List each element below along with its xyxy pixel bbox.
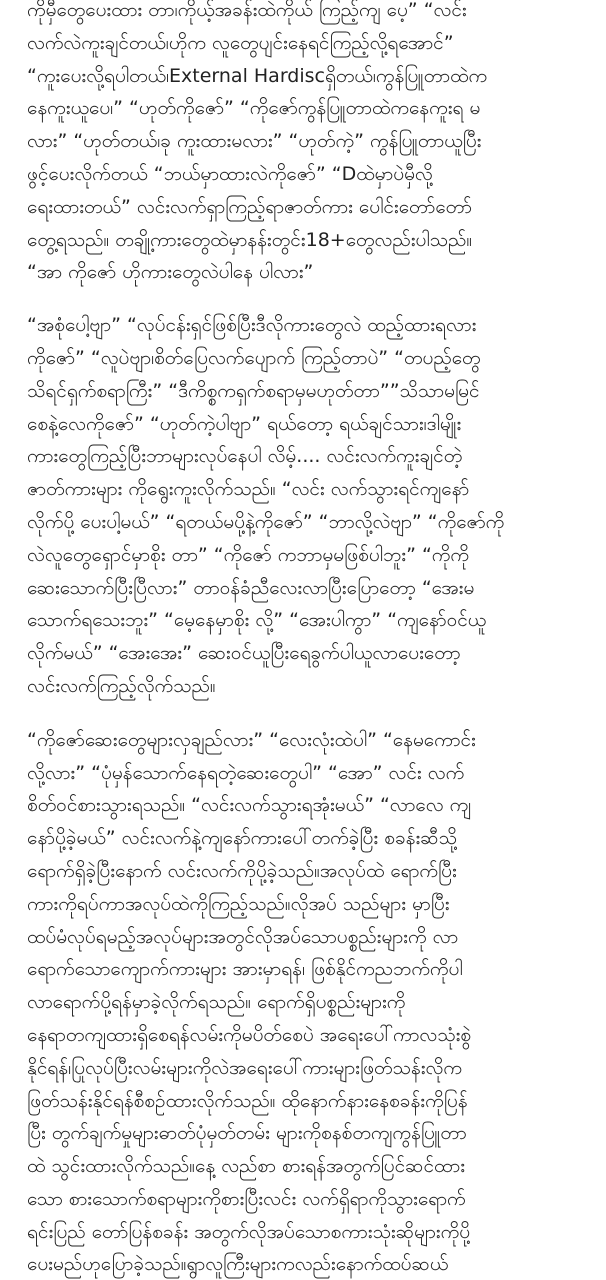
- paragraph-spacer: [27, 703, 579, 724]
- text-line: လား” “ဟုတ်တယ်၊ခု ကူးထားမလား” “ဟုတ်ကဲ့” ကွန်ပြူတာယူပြီး: [27, 130, 482, 153]
- text-line: သောက်ရသေးဘူး” “မေ့နေမှာစိုး လို့” “အေးပါကွာ” “ကျနော်ဝင်ယူ: [27, 609, 487, 632]
- text-line: ကိုမှီတွေပေးထား တာ၊ကိုယ့်အခန်းထဲကိုယ် ကြည့်ကျ ပေ့” “လင်း: [27, 0, 467, 21]
- text-line: နိုင်ရန်၊ပြုလုပ်ပြီးလမ်းများကိုလဲအရေးပေါ်ကားများဖြတ်သန်းလိုက: [27, 1056, 462, 1079]
- text-line: ထပ်မံလုပ်ရမည့်အလုပ်များအတွင်လိုအပ်သောပစ္စည်းများကို လာ: [27, 925, 459, 948]
- text-line: ပြီး တွက်ချက်မှုများဓာတ်ပုံမှတ်တမ်း များကိုစနစ်တကျကွန်ပြူတာ: [27, 1122, 467, 1145]
- text-line: လာရောက်ပို့ရန်မှာခဲ့လိုက်ရသည်။ ရောက်ရှိပစ္စည်းများကို: [27, 991, 406, 1014]
- text-line: ရေးထားတယ်” လင်းလက်ရှာကြည့်ရာဇာတ်ကား ပေါင်းတော်တော်: [27, 195, 472, 218]
- text-line: ကိုဇော်” “လူပဲဗျာ၊စိတ်ပြေလက်ပျောက် ကြည့်တာပဲ” “တပည့်တွေ: [27, 346, 481, 369]
- text-line: ရောက်ရှိခဲ့ပြီးနောက် လင်းလက်ကိုပို့ခဲ့သည်။အလုပ်ထဲ ရောက်ပြီး: [27, 859, 457, 882]
- paragraph-1: [27, 0, 579, 289]
- text-line: တွေ့ရသည်။ တချို့ကားတွေထဲမှာနန်းတွင်း18+တွေလည်းပါသည်။: [27, 228, 473, 251]
- text-line: ပေးမည်ဟုပြောခဲ့သည်။ရွာလူကြီးများကလည်းနောက်ထပ်ဆယ်: [27, 1253, 449, 1276]
- text-line: လင်းလက်ကြည့်လိုက်သည်။: [27, 674, 216, 697]
- text-line: ထဲ သွင်းထားလိုက်သည်။နေ့ လည်စာ စားရန်အတွက်ပြင်ဆင်ထား: [27, 1155, 466, 1178]
- text-line: “ကူးပေးလို့ရပါတယ်၊External Hardiscရှိတယ်၊ကွန်ပြူတာထဲက: [27, 64, 488, 87]
- paragraph-spacer: [27, 289, 579, 309]
- text-line: စိတ်ဝင်စားသွားရသည်။ “လင်းလက်သွားရအုံးမယ်” “လာလေ ကျ: [27, 794, 472, 817]
- paragraph-3: [27, 724, 579, 1280]
- text-line: ဇာတ်ကားများ ကိုရွေးကူးလိုက်သည်။ “လင်း လက်သွားရင်ကျနော်: [27, 478, 470, 501]
- text-line: ရင်းပြည် တော်ပြန်စခန်း အတွက်လိုအပ်သောစကားသုံးဆိုများကိုပို့: [27, 1220, 471, 1243]
- text-line: လက်လဲကူးချင်တယ်၊ဟိုက လူတွေပျင်းနေရင်ကြည့်လို့ရအောင်”: [27, 31, 454, 54]
- text-line: “အာ ကိုဇော် ဟိုကားတွေလဲပါနေ ပါလား”: [27, 261, 314, 284]
- text-line: လိုက်ပို့ ပေးပါ့မယ်” “ရတယ်မပို့နဲ့ကိုဇော်” “ဘာလို့လဲဗျာ” “ကိုဇော်ကို: [27, 510, 505, 533]
- text-line: နေရာတကျထားရှိစေရန်လမ်းကိုမပိတ်စေပဲ အရေးပေါ်ကာလသုံးစွဲ: [27, 1023, 472, 1046]
- text-line: ကားတွေကြည့်ပြီးဘာများလုပ်နေပါ လိမ့်.... လင်းလက်ကူးချင်တဲ့: [27, 445, 463, 468]
- text-line: ဆေးသောက်ပြီးပြီလား” တာဝန်ခံညီလေးလာပြီးပြောတော့ “အေးမ: [27, 576, 475, 599]
- text-line: သိရင်ရှက်စရာကြီး” “ဒီကိစ္စကရှက်စရာမှမဟုတ်တာ””သိသာမမြင်: [27, 379, 480, 402]
- text-line: ကားကိုရပ်ကာအလုပ်ထဲကိုကြည့်သည်။လိုအပ် သည်များ မှာပြီး: [27, 892, 450, 915]
- text-line: နေကူးယူပေ၊” “ဟုတ်ကိုဇော်” “ကိုဇော်ကွန်ပြူတာထဲကနေကူးရ မ: [27, 97, 481, 120]
- text-line: လဲလူတွေရှောင်မှာစိုး တာ” “ကိုဇော် ကဘာမှမဖြစ်ပါဘူး” “ကိုကို: [27, 543, 469, 566]
- text-line: ဖွင့်ပေးလိုက်တယ် “ဘယ်မှာထားလဲကိုဇော်” “Dထဲမှာပဲမှီလို့: [27, 162, 433, 185]
- text-line: “အစုံပေါ့ဗျာ” “လုပ်ငန်းရှင်ဖြစ်ပြီးဒီလိုကားတွေလဲ ထည့်ထားရလား: [27, 314, 477, 337]
- text-line: နော်ပို့ခဲ့မယ်” လင်းလက်နဲ့ကျနော်ကားပေါ်တက်ခဲ့ပြီး စခန်းဆီသို့: [27, 827, 458, 850]
- text-line: ရောက်သောကျောက်ကားများ အားမှာရန်၊ ဖြစ်နိုင်ကညဘက်ကိုပါ: [27, 958, 463, 981]
- text-line: လို့လား” “ပုံမှန်သောက်နေရတဲ့ဆေးတွေပါ” “အော” လင်း လက်: [27, 761, 465, 784]
- text-line: သော စားသောက်စရာများကိုစားပြီးလင်း လက်ရှိရာကိုသွားရောက်: [27, 1187, 466, 1210]
- text-line: “ကိုဇော်ဆေးတွေများလှချည်လား” “လေးလုံးထဲပါ” “နေမကောင်း: [27, 728, 476, 751]
- text-line: လိုက်မယ်” “အေးအေး” ဆေးဝင်ယူပြီးရေခွက်ပါယူလာပေးတော့: [27, 642, 461, 665]
- text-line: စေနဲ့လေကိုဇော်” “ဟုတ်ကဲ့ပါဗျာ” ရယ်တော့ ရယ်ချင်သား၊ဒါမျိုး: [27, 412, 462, 435]
- paragraph-2: [27, 309, 579, 703]
- text-line: ဖြတ်သန်းနိုင်ရန်စီစဉ်ထားလိုက်သည်။ ထိုနောက်နားနေစခန်းကိုပြန်: [27, 1089, 468, 1112]
